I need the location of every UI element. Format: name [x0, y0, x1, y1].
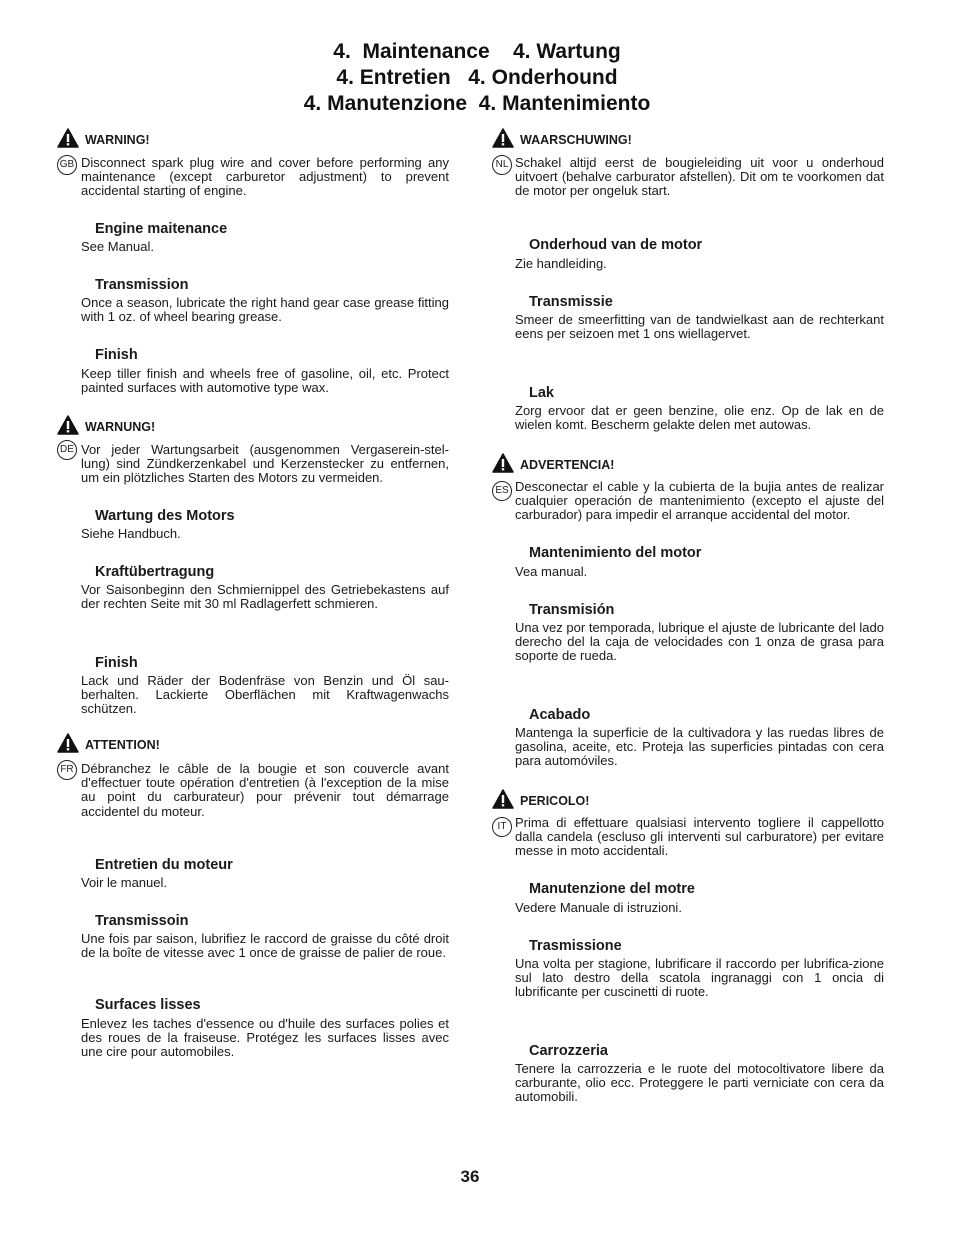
warning-header-gb	[57, 128, 150, 148]
warning-icon	[57, 415, 79, 435]
section-text: Once a season, lubricate the right hand gear case grease fitting with 1 oz. of wheel bearing grease.	[81, 295, 449, 325]
warning-text: Prima di effettuare qualsiasi intervento togliere il cappellotto dalla candela (escluso gli interventi sul carburatore) per evitare messe in moto accidentali.	[515, 815, 884, 859]
warning-header-fr	[57, 733, 160, 753]
section-text: Vedere Manuale di istruzioni.	[515, 900, 682, 915]
section-heading: Trasmissione	[529, 938, 622, 954]
warning-label: ADVERTENCIA!	[520, 458, 615, 472]
warning-text: Desconectar el cable y la cubierta de la bujia antes de realizar cualquier operación de mantenimiento (excepto el ajuste del carburador) para impedir el arranque accidental del motor.	[515, 479, 884, 523]
section-heading: Finish	[95, 655, 138, 671]
warning-icon	[57, 733, 79, 753]
warning-header-it	[492, 789, 589, 809]
section-heading: Engine maitenance	[95, 221, 228, 237]
warning-header-es	[492, 453, 614, 473]
section-heading: Transmissoin	[95, 913, 189, 929]
language-badge-es: ES	[492, 481, 512, 501]
section-text: Une fois par saison, lubrifiez le raccord de graisse du côté droit de la boîte de vitesse avec 1 once de graisse de palier de roue.	[81, 931, 449, 961]
section-heading: Surfaces lisses	[95, 997, 201, 1013]
warning-label: WARNING!	[85, 133, 150, 147]
section-text: Enlevez les taches d'essence ou d'huile des surfaces polies et des roues de la fraiseuse. Protégez les surfaces lisses avec une cire pour automobiles.	[81, 1016, 449, 1060]
section-heading: Transmissie	[529, 294, 613, 310]
warning-label: WAARSCHUWING!	[520, 133, 632, 147]
page-title-line-1: 4. Maintenance 4. Wartung	[333, 40, 621, 63]
warning-label: PERICOLO!	[520, 794, 590, 808]
language-badge-nl: NL	[492, 155, 512, 175]
section-text: Lack und Räder der Bodenfräse von Benzin und Öl sau-berhalten. Lackierte Oberflächen mit Kraftwagenwachs schützen.	[81, 673, 449, 717]
section-text: Siehe Handbuch.	[81, 526, 181, 541]
warning-text: Schakel altijd eerst de bougieleiding uit voor u onderhoud uitvoert (behalve carburator afstellen). Dit om te voorkomen dat de motor per ongeluk start.	[515, 155, 884, 199]
section-text: Voir le manuel.	[81, 875, 167, 890]
section-text: Vea manual.	[515, 564, 588, 579]
warning-text: Disconnect spark plug wire and cover before performing any maintenance (except carburetor adjustment) to prevent accidental starting of engine.	[81, 155, 449, 199]
section-text: Zorg ervoor dat er geen benzine, olie enz. Op de lak en de wielen komt. Bescherm gelakte delen met autowas.	[515, 403, 884, 433]
section-heading: Mantenimiento del motor	[529, 545, 702, 561]
warning-icon	[492, 128, 514, 148]
section-heading: Transmission	[95, 277, 189, 293]
section-text: Una vez por temporada, lubrique el ajuste de lubricante del lado derecho del la caja de velocidades con 1 onza de grasa para soporte de rueda.	[515, 620, 884, 664]
section-text: Una volta per stagione, lubrificare il raccordo per lubrifica-zione sul lato destro della scatola ingranaggi con 1 oncia di lubrificante per cuscinetti di ruote.	[515, 956, 884, 1000]
warning-label: WARNUNG!	[85, 420, 156, 434]
section-text: See Manual.	[81, 239, 154, 254]
section-heading: Carrozzeria	[529, 1043, 608, 1059]
section-text: Mantenga la superficie de la cultivadora y las ruedas libres de gasolina, aceite, etc. Proteja las superficies pintadas con cera para automóviles.	[515, 725, 884, 769]
section-text: Smeer de smeerfitting van de tandwielkast aan de rechterkant eens per seizoen met 1 ons wiellagervet.	[515, 312, 884, 342]
page-title-line-2: 4. Entretien 4. Onderhound	[336, 66, 618, 89]
language-badge-fr: FR	[57, 760, 77, 780]
warning-icon	[57, 128, 79, 148]
language-badge-it: IT	[492, 817, 512, 837]
section-heading: Kraftübertragung	[95, 564, 215, 580]
section-text: Keep tiller finish and wheels free of gasoline, oil, etc. Protect painted surfaces with automotive type wax.	[81, 366, 449, 396]
section-heading: Lak	[529, 385, 554, 401]
warning-icon	[492, 453, 514, 473]
warning-icon	[492, 789, 514, 809]
section-heading: Onderhoud van de motor	[529, 237, 703, 253]
section-heading: Finish	[95, 347, 138, 363]
page-title-line-3: 4. Manutenzione 4. Mantenimiento	[303, 92, 651, 115]
warning-text: Vor jeder Wartungsarbeit (ausgenommen Vergaserein-stel-lung) sind Zündkerzenkabel und Kerzenstecker zu entfernen, um ein plötzliches Starten des Motors zu vermeiden.	[81, 442, 449, 486]
language-badge-de: DE	[57, 440, 77, 460]
warning-header-de	[57, 415, 155, 435]
page-number: 36	[460, 1167, 480, 1186]
section-heading: Entretien du moteur	[95, 857, 233, 873]
section-text: Zie handleiding.	[515, 256, 607, 271]
warning-label: ATTENTION!	[85, 738, 160, 752]
language-badge-gb: GB	[57, 155, 77, 175]
section-text: Tenere la carrozzeria e le ruote del motocoltivatore libere da carburante, olio ecc. Proteggere le parti verniciate con cera da automobili.	[515, 1061, 884, 1105]
warning-header-nl	[492, 128, 632, 148]
section-heading: Wartung des Motors	[95, 508, 235, 524]
section-text: Vor Saisonbeginn den Schmiernippel des Getriebekastens auf der rechten Seite mit 30 ml Radlagerfett schmieren.	[81, 582, 449, 612]
section-heading: Manutenzione del motre	[529, 881, 695, 897]
section-heading: Acabado	[529, 707, 591, 723]
warning-text: Débranchez le câble de la bougie et son couvercle avant d'effectuer toute opération d'entretien (à l'exception de la mise au point du carburateur) pour prévenir tout démarrage accidentel du moteur.	[81, 761, 449, 819]
section-heading: Transmisión	[529, 602, 615, 618]
